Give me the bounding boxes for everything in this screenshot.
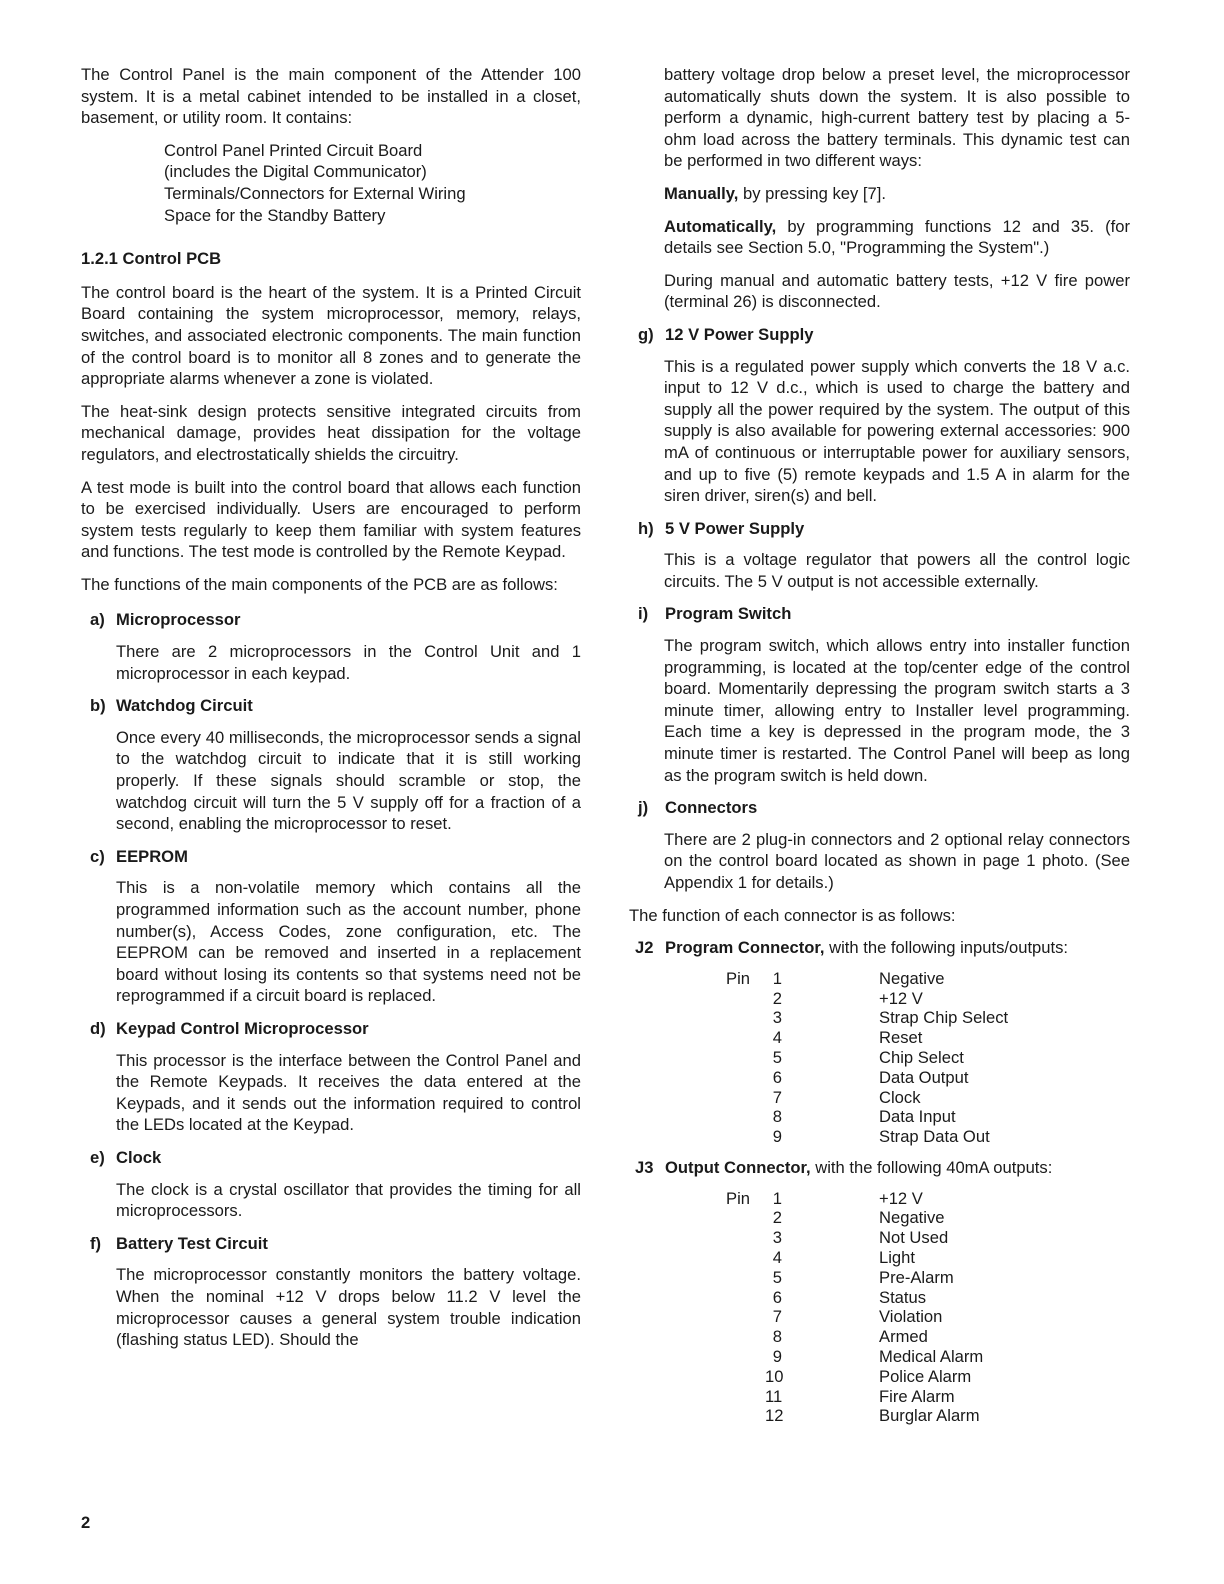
subsection-heading <box>629 603 1130 625</box>
pin-row <box>629 1227 1130 1247</box>
subsection-letter: f) <box>90 1233 102 1253</box>
paragraph: This is a regulated power supply which converts the 18 V a.c. input to 12 V d.c., which is used to charge the battery and supply all the power required by the system. The output of this supply is also available for powering external accessories: 900 mA of continuous or interruptable power for auxiliary sensors, and up to five (5) remote keypads and 1.5 A in alarm for the siren driver, siren(s) and bell. <box>664 356 1130 506</box>
pin-function: Pre-Alarm <box>879 1267 954 1287</box>
pin-function: Data Output <box>879 1067 969 1087</box>
paragraph: The functions of the main components of the PCB are as follows: <box>81 574 558 594</box>
contents-item: Control Panel Printed Circuit Board <box>164 140 423 160</box>
paragraph: There are 2 plug-in connectors and 2 optional relay connectors on the control board located as shown in page 1 photo. (See Appendix 1 for details.) <box>664 829 1130 892</box>
subsection-letter: j) <box>638 798 649 818</box>
paragraph: This is a voltage regulator that powers all the control logic circuits. The 5 V output is not accessible externally. <box>664 550 1130 591</box>
pin-function: Not Used <box>879 1228 949 1248</box>
pin-function: Armed <box>879 1327 928 1347</box>
pin-row <box>629 1047 1130 1067</box>
connector-desc: with the following inputs/outputs: <box>824 938 1069 958</box>
pin-function: Reset <box>879 1028 923 1048</box>
subsection-heading <box>81 695 581 717</box>
subsection-letter: d) <box>90 1018 106 1038</box>
pin-function: Fire Alarm <box>879 1386 955 1406</box>
page-number: 2 <box>81 1513 91 1532</box>
auto-label: Automatically, <box>664 216 777 236</box>
connector-title: Program Connector, <box>665 938 825 958</box>
pin-function: Strap Data Out <box>879 1127 990 1147</box>
subsection-letter: g) <box>638 324 654 344</box>
pin-row <box>629 1126 1130 1146</box>
pin-function: Negative <box>879 968 945 988</box>
pin-number: 5 <box>772 1047 782 1067</box>
subsection-letter: e) <box>90 1147 105 1167</box>
subsection-heading <box>81 1018 581 1040</box>
pin-function: Clock <box>879 1087 921 1107</box>
pin-number: 4 <box>772 1247 782 1267</box>
right-column <box>629 64 1130 1436</box>
paragraph: There are 2 microprocessors in the Control Unit and 1 microprocessor in each keypad. <box>116 642 581 683</box>
pin-number: 3 <box>772 1008 782 1028</box>
pin-number: 6 <box>772 1067 782 1087</box>
paragraph <box>664 183 1130 205</box>
paragraph: Once every 40 milliseconds, the microprocessor sends a signal to the watchdog circuit to indicate that it is still working properly. If these signals should scramble or stop, the watchdog circuit will turn the 5 V supply off for a fraction of a second, enabling the microprocessor to reset. <box>116 727 581 834</box>
manual-text: by pressing key [7]. <box>738 183 886 203</box>
pin-function: +12 V <box>879 988 923 1008</box>
pin-number: 11 <box>765 1386 783 1406</box>
subsection-title: EEPROM <box>116 846 188 866</box>
pin-table-j2 <box>629 968 1130 1146</box>
intro-paragraph: The Control Panel is the main component of the Attender 100 system. It is a metal cabinet intended to be installed in a closet, basement, or utility room. It contains: <box>81 65 581 128</box>
paragraph: A test mode is built into the control board that allows each function to be exercised individually. Users are encouraged to perform system tests regularly to keep them familiar with system features and functions. The test mode is controlled by the Remote Keypad. <box>81 477 581 562</box>
pin-row <box>629 1267 1130 1287</box>
subsection-title: Microprocessor <box>116 610 241 630</box>
pin-row <box>629 1386 1130 1406</box>
paragraph: The microprocessor constantly monitors the battery voltage. When the nominal +12 V drops below 11.2 V level the microprocessor causes a general system trouble indication (flashing status LED). Should the <box>116 1265 581 1350</box>
subsection-heading <box>629 324 1130 346</box>
pin-row <box>629 1087 1130 1107</box>
subsection-letter: i) <box>638 604 649 624</box>
contents-list <box>164 140 581 226</box>
pin-row <box>629 1067 1130 1087</box>
pin-row <box>629 1405 1130 1425</box>
pin-number: 6 <box>772 1287 782 1307</box>
paragraph: During manual and automatic battery tests, +12 V fire power (terminal 26) is disconnected. <box>664 270 1130 312</box>
pin-number: 1 <box>772 968 782 988</box>
subsection-letter: c) <box>90 846 105 866</box>
subsection-title: Clock <box>116 1147 162 1167</box>
subsection-title: Connectors <box>665 798 758 818</box>
pin-number: 5 <box>772 1267 782 1287</box>
pin-function: Light <box>879 1247 915 1267</box>
pin-number: 10 <box>765 1366 784 1386</box>
pin-function: Data Input <box>879 1107 956 1127</box>
subsection-letter: a) <box>90 610 105 630</box>
pin-label: Pin <box>726 968 750 988</box>
connector-desc: with the following 40mA outputs: <box>810 1157 1053 1177</box>
paragraph: battery voltage drop below a preset level, the microprocessor automatically shuts down the system. It is also possible to perform a dynamic, high-current battery test by placing a 5-ohm load across the battery terminals. This dynamic test can be performed in two different ways: <box>664 65 1130 171</box>
contents-item: Space for the Standby Battery <box>164 205 386 225</box>
pin-number: 8 <box>772 1327 782 1347</box>
pin-function: Strap Chip Select <box>879 1008 1009 1028</box>
subsection-letter: h) <box>638 518 654 538</box>
connector-id: J2 <box>635 938 654 958</box>
pin-row <box>629 1188 1130 1208</box>
pin-row <box>629 1106 1130 1126</box>
subsection-title: 5 V Power Supply <box>665 518 805 538</box>
connector-id: J3 <box>635 1157 654 1177</box>
subsection-heading <box>81 1233 581 1255</box>
subsection-heading <box>81 1147 581 1169</box>
auto-text: by programming functions 12 and 35. (for details see Section 5.0, "Programming the System".) <box>664 216 1130 258</box>
subsection-title: 12 V Power Supply <box>665 324 814 344</box>
pin-function: +12 V <box>879 1188 923 1208</box>
pin-function: Chip Select <box>879 1047 964 1067</box>
pin-number: 8 <box>772 1107 782 1127</box>
pin-row <box>629 1287 1130 1307</box>
left-column <box>81 64 581 1362</box>
subsection-title: Watchdog Circuit <box>116 696 253 716</box>
pin-function: Burglar Alarm <box>879 1406 980 1426</box>
pin-row <box>629 988 1130 1008</box>
subsection-title: Battery Test Circuit <box>116 1233 268 1253</box>
subsection-heading <box>629 518 1130 540</box>
pin-function: Negative <box>879 1208 945 1228</box>
pin-number: 4 <box>772 1028 782 1048</box>
pin-number: 12 <box>765 1406 784 1426</box>
paragraph: The program switch, which allows entry into installer function programming, is located at the top/center edge of the control board. Momentarily depressing the program switch starts a 3 minute timer, allowing entry to Installer level programming. Each time a key is depressed in the program mode, the 3 minute timer is restarted. The Control Panel will beep as long as the program switch is held down. <box>664 636 1130 785</box>
pin-number: 9 <box>772 1346 782 1366</box>
pin-row <box>629 1326 1130 1346</box>
paragraph <box>664 216 1130 259</box>
paragraph: This processor is the interface between the Control Panel and the Remote Keypads. It receives the data entered at the Keypads, and it sends out the information required to control the LEDs located at the Keypad. <box>116 1050 581 1135</box>
pin-number: 2 <box>772 1208 782 1228</box>
paragraph: The control board is the heart of the system. It is a Printed Circuit Board containing the system microprocessor, memory, relays, switches, and associated electronic components. The main function of the control board is to monitor all 8 zones and to generate the appropriate alarms whenever a zone is violated. <box>81 282 581 389</box>
pin-label: Pin <box>726 1188 750 1208</box>
connector-intro: The function of each connector is as follows: <box>629 905 956 925</box>
manual-label: Manually, <box>664 183 739 203</box>
paragraph: The clock is a crystal oscillator that provides the timing for all microprocessors. <box>116 1179 581 1221</box>
section-heading: 1.2.1 Control PCB <box>81 249 222 269</box>
pin-number: 1 <box>772 1188 782 1208</box>
subsection-title: Keypad Control Microprocessor <box>116 1018 369 1038</box>
subsection-heading <box>81 609 581 631</box>
connector-title: Output Connector, <box>665 1157 811 1177</box>
pin-number: 2 <box>772 988 782 1008</box>
pin-row <box>629 1346 1130 1366</box>
pin-function: Status <box>879 1287 927 1307</box>
pin-number: 7 <box>772 1087 782 1107</box>
pin-function: Medical Alarm <box>879 1346 984 1366</box>
pin-function: Violation <box>879 1307 943 1327</box>
pin-table-j3 <box>629 1188 1130 1426</box>
pin-row <box>629 1247 1130 1267</box>
subsection-letter: b) <box>90 696 106 716</box>
subsection-heading <box>81 846 581 868</box>
pin-row <box>629 1027 1130 1047</box>
connector-j2-heading <box>629 937 1130 959</box>
pin-row <box>629 1366 1130 1386</box>
paragraph: The heat-sink design protects sensitive integrated circuits from mechanical damage, provides heat dissipation for the voltage regulators, and electrostatically shields the circuitry. <box>81 401 581 464</box>
pin-row <box>629 1207 1130 1227</box>
pin-number: 9 <box>772 1127 782 1147</box>
pin-row <box>629 1306 1130 1326</box>
paragraph: This is a non-volatile memory which contains all the programmed information such as the account number, phone number(s), Access Codes, zone configuration, etc. The EEPROM can be removed and inserted in a replacement board without losing its contents so that systems need not be reprogrammed if a circuit board is replaced. <box>116 878 581 1006</box>
subsection-title: Program Switch <box>665 604 792 624</box>
subsection-heading <box>629 797 1130 819</box>
pin-number: 3 <box>772 1228 782 1248</box>
connector-j3-heading <box>629 1157 1130 1179</box>
pin-number: 7 <box>772 1307 782 1327</box>
contents-item: Terminals/Connectors for External Wiring <box>164 183 466 203</box>
pin-function: Police Alarm <box>879 1366 972 1386</box>
pin-row <box>629 968 1130 988</box>
contents-item: (includes the Digital Communicator) <box>164 162 427 182</box>
pin-row <box>629 1007 1130 1027</box>
